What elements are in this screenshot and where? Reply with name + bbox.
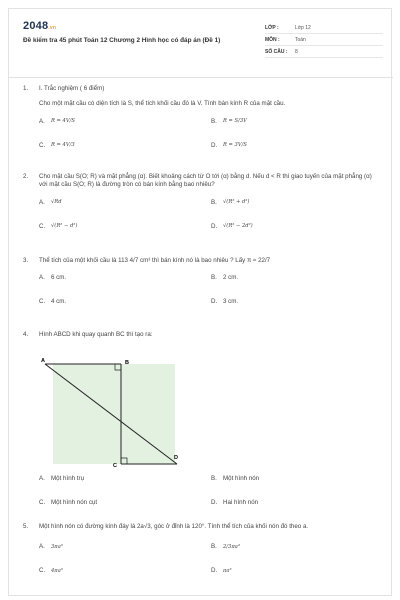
- question-text: Hình ABCD khi quay quanh BC thì tạo ra:: [39, 331, 153, 338]
- logo-text: 2048: [23, 20, 49, 32]
- option-letter: B.: [211, 475, 217, 482]
- option-letter: C.: [39, 141, 46, 149]
- option-b[interactable]: [211, 475, 259, 483]
- exam-meta: [265, 23, 383, 59]
- option-text: R = S/3V: [223, 118, 247, 125]
- vertex-label-c: C: [113, 463, 117, 469]
- option-d[interactable]: [211, 567, 232, 575]
- option-letter: D.: [211, 141, 218, 149]
- vertex-label-d: D: [174, 455, 178, 461]
- option-letter: D.: [211, 567, 218, 575]
- option-d[interactable]: [211, 499, 258, 507]
- question-number: 5.: [23, 523, 29, 530]
- header-divider: [9, 77, 393, 78]
- site-logo[interactable]: [23, 19, 56, 34]
- document-header: [23, 19, 383, 67]
- option-c[interactable]: [39, 223, 77, 231]
- option-b[interactable]: [211, 199, 249, 207]
- option-a[interactable]: [39, 199, 62, 207]
- option-text: R = 4V/3: [51, 142, 75, 149]
- option-d[interactable]: [211, 142, 247, 150]
- option-text: R = 4V/S: [51, 118, 75, 125]
- option-a[interactable]: [39, 543, 63, 551]
- question-text: Cho một mặt cầu có diện tích là S, thể tích khối cầu đó là V. Tính bán kính R của mặt cầu.: [39, 100, 286, 108]
- options-list: [39, 274, 379, 314]
- option-text: Hai hình nón: [223, 499, 259, 506]
- option-letter: C.: [39, 298, 46, 306]
- vertex-label-a: A: [41, 358, 45, 364]
- option-text: 4πa³: [51, 568, 63, 575]
- options-list: [39, 475, 379, 515]
- option-a[interactable]: [39, 274, 66, 282]
- option-text: Một hình nón: [223, 475, 260, 482]
- option-letter: D.: [211, 298, 218, 306]
- options-list: [39, 199, 379, 239]
- meta-row-count: [265, 47, 383, 58]
- option-c[interactable]: [39, 142, 75, 150]
- option-text: 3 cm.: [223, 298, 239, 306]
- question-4-options: [23, 475, 379, 515]
- options-list: [39, 543, 379, 583]
- option-c[interactable]: [39, 298, 66, 306]
- question-number: 4.: [23, 331, 29, 338]
- meta-value: Toán: [295, 37, 306, 44]
- meta-value: 8: [295, 49, 298, 56]
- option-letter: A.: [39, 274, 45, 282]
- vertex-label-b: B: [125, 360, 129, 366]
- document-page: [8, 8, 392, 596]
- option-letter: D.: [211, 499, 218, 506]
- question-number: 2.: [23, 173, 29, 180]
- exam-title: Đề kiểm tra 45 phút Toán 12 Chương 2 Hình học có đáp án (Đề 1): [23, 37, 221, 44]
- option-letter: A.: [39, 198, 45, 206]
- question-text: Thể tích của một khối cầu là 113 4/7 cm³ thì bán kính nó là bao nhiêu ? Lấy π ≈ 22/7: [39, 257, 271, 264]
- meta-label: LỚP :: [265, 25, 279, 32]
- option-letter: B.: [211, 543, 217, 551]
- option-text: √(R² − d²): [51, 223, 78, 230]
- trapezoid-figure: [41, 358, 181, 470]
- option-c[interactable]: [39, 499, 97, 507]
- option-text: √(R² + d²): [223, 199, 250, 206]
- section-heading: I. Trắc nghiệm ( 6 điểm): [39, 85, 105, 92]
- meta-label: MÔN :: [265, 37, 280, 44]
- question-3: [23, 257, 379, 314]
- option-b[interactable]: [211, 118, 247, 126]
- option-c[interactable]: [39, 567, 63, 575]
- meta-row-class: [265, 23, 383, 34]
- meta-row-subject: [265, 35, 383, 46]
- option-b[interactable]: [211, 543, 240, 551]
- option-letter: A.: [39, 117, 45, 125]
- question-number: 3.: [23, 257, 29, 264]
- option-text: √Rd: [51, 199, 62, 206]
- logo-suffix: .vn: [48, 25, 57, 31]
- option-text: R = 3V/S: [223, 142, 247, 149]
- question-2: [23, 173, 379, 239]
- question-5: [23, 523, 379, 583]
- option-a[interactable]: [39, 475, 84, 483]
- option-d[interactable]: [211, 223, 253, 231]
- option-text: 4 cm.: [51, 298, 67, 306]
- option-text: 2 cm.: [223, 274, 239, 282]
- option-letter: A.: [39, 475, 45, 482]
- option-letter: D.: [211, 222, 218, 230]
- question-4: [23, 331, 379, 339]
- question-number: 1.: [23, 85, 29, 92]
- option-letter: B.: [211, 117, 217, 125]
- option-letter: A.: [39, 543, 45, 551]
- option-text: 2/3πa³: [223, 544, 240, 551]
- question-text: Cho mặt cầu S(O; R) và mặt phẳng (α). Biết khoảng cách từ O tới (α) bằng d. Nếu d < R thì giao tuyến của mặt phẳng (α) với mặt cầu S(O; R) là đường tròn có bán kính bằng bao nhiêu?: [39, 173, 372, 189]
- option-text: 6 cm.: [51, 274, 67, 282]
- option-text: √(R² − 2d²): [223, 223, 253, 230]
- option-text: 3πa³: [51, 544, 63, 551]
- meta-label: SỐ CÂU :: [265, 49, 288, 56]
- option-text: Một hình nón cụt: [51, 499, 98, 506]
- option-text: Một hình trụ: [51, 475, 85, 482]
- meta-value: Lớp 12: [295, 25, 311, 32]
- option-b[interactable]: [211, 274, 238, 282]
- options-list: [39, 118, 379, 158]
- option-letter: B.: [211, 198, 217, 206]
- option-letter: C.: [39, 499, 46, 506]
- option-d[interactable]: [211, 298, 238, 306]
- option-text: πa³: [223, 568, 232, 575]
- question-text: Một hình nón có đường kính đáy là 2a√3, góc ở đỉnh là 120°. Tính thể tích của khối nón đó theo a.: [39, 523, 309, 530]
- option-letter: C.: [39, 222, 46, 230]
- option-letter: C.: [39, 567, 46, 575]
- option-a[interactable]: [39, 118, 75, 126]
- option-letter: B.: [211, 274, 217, 282]
- question-1: [23, 85, 379, 158]
